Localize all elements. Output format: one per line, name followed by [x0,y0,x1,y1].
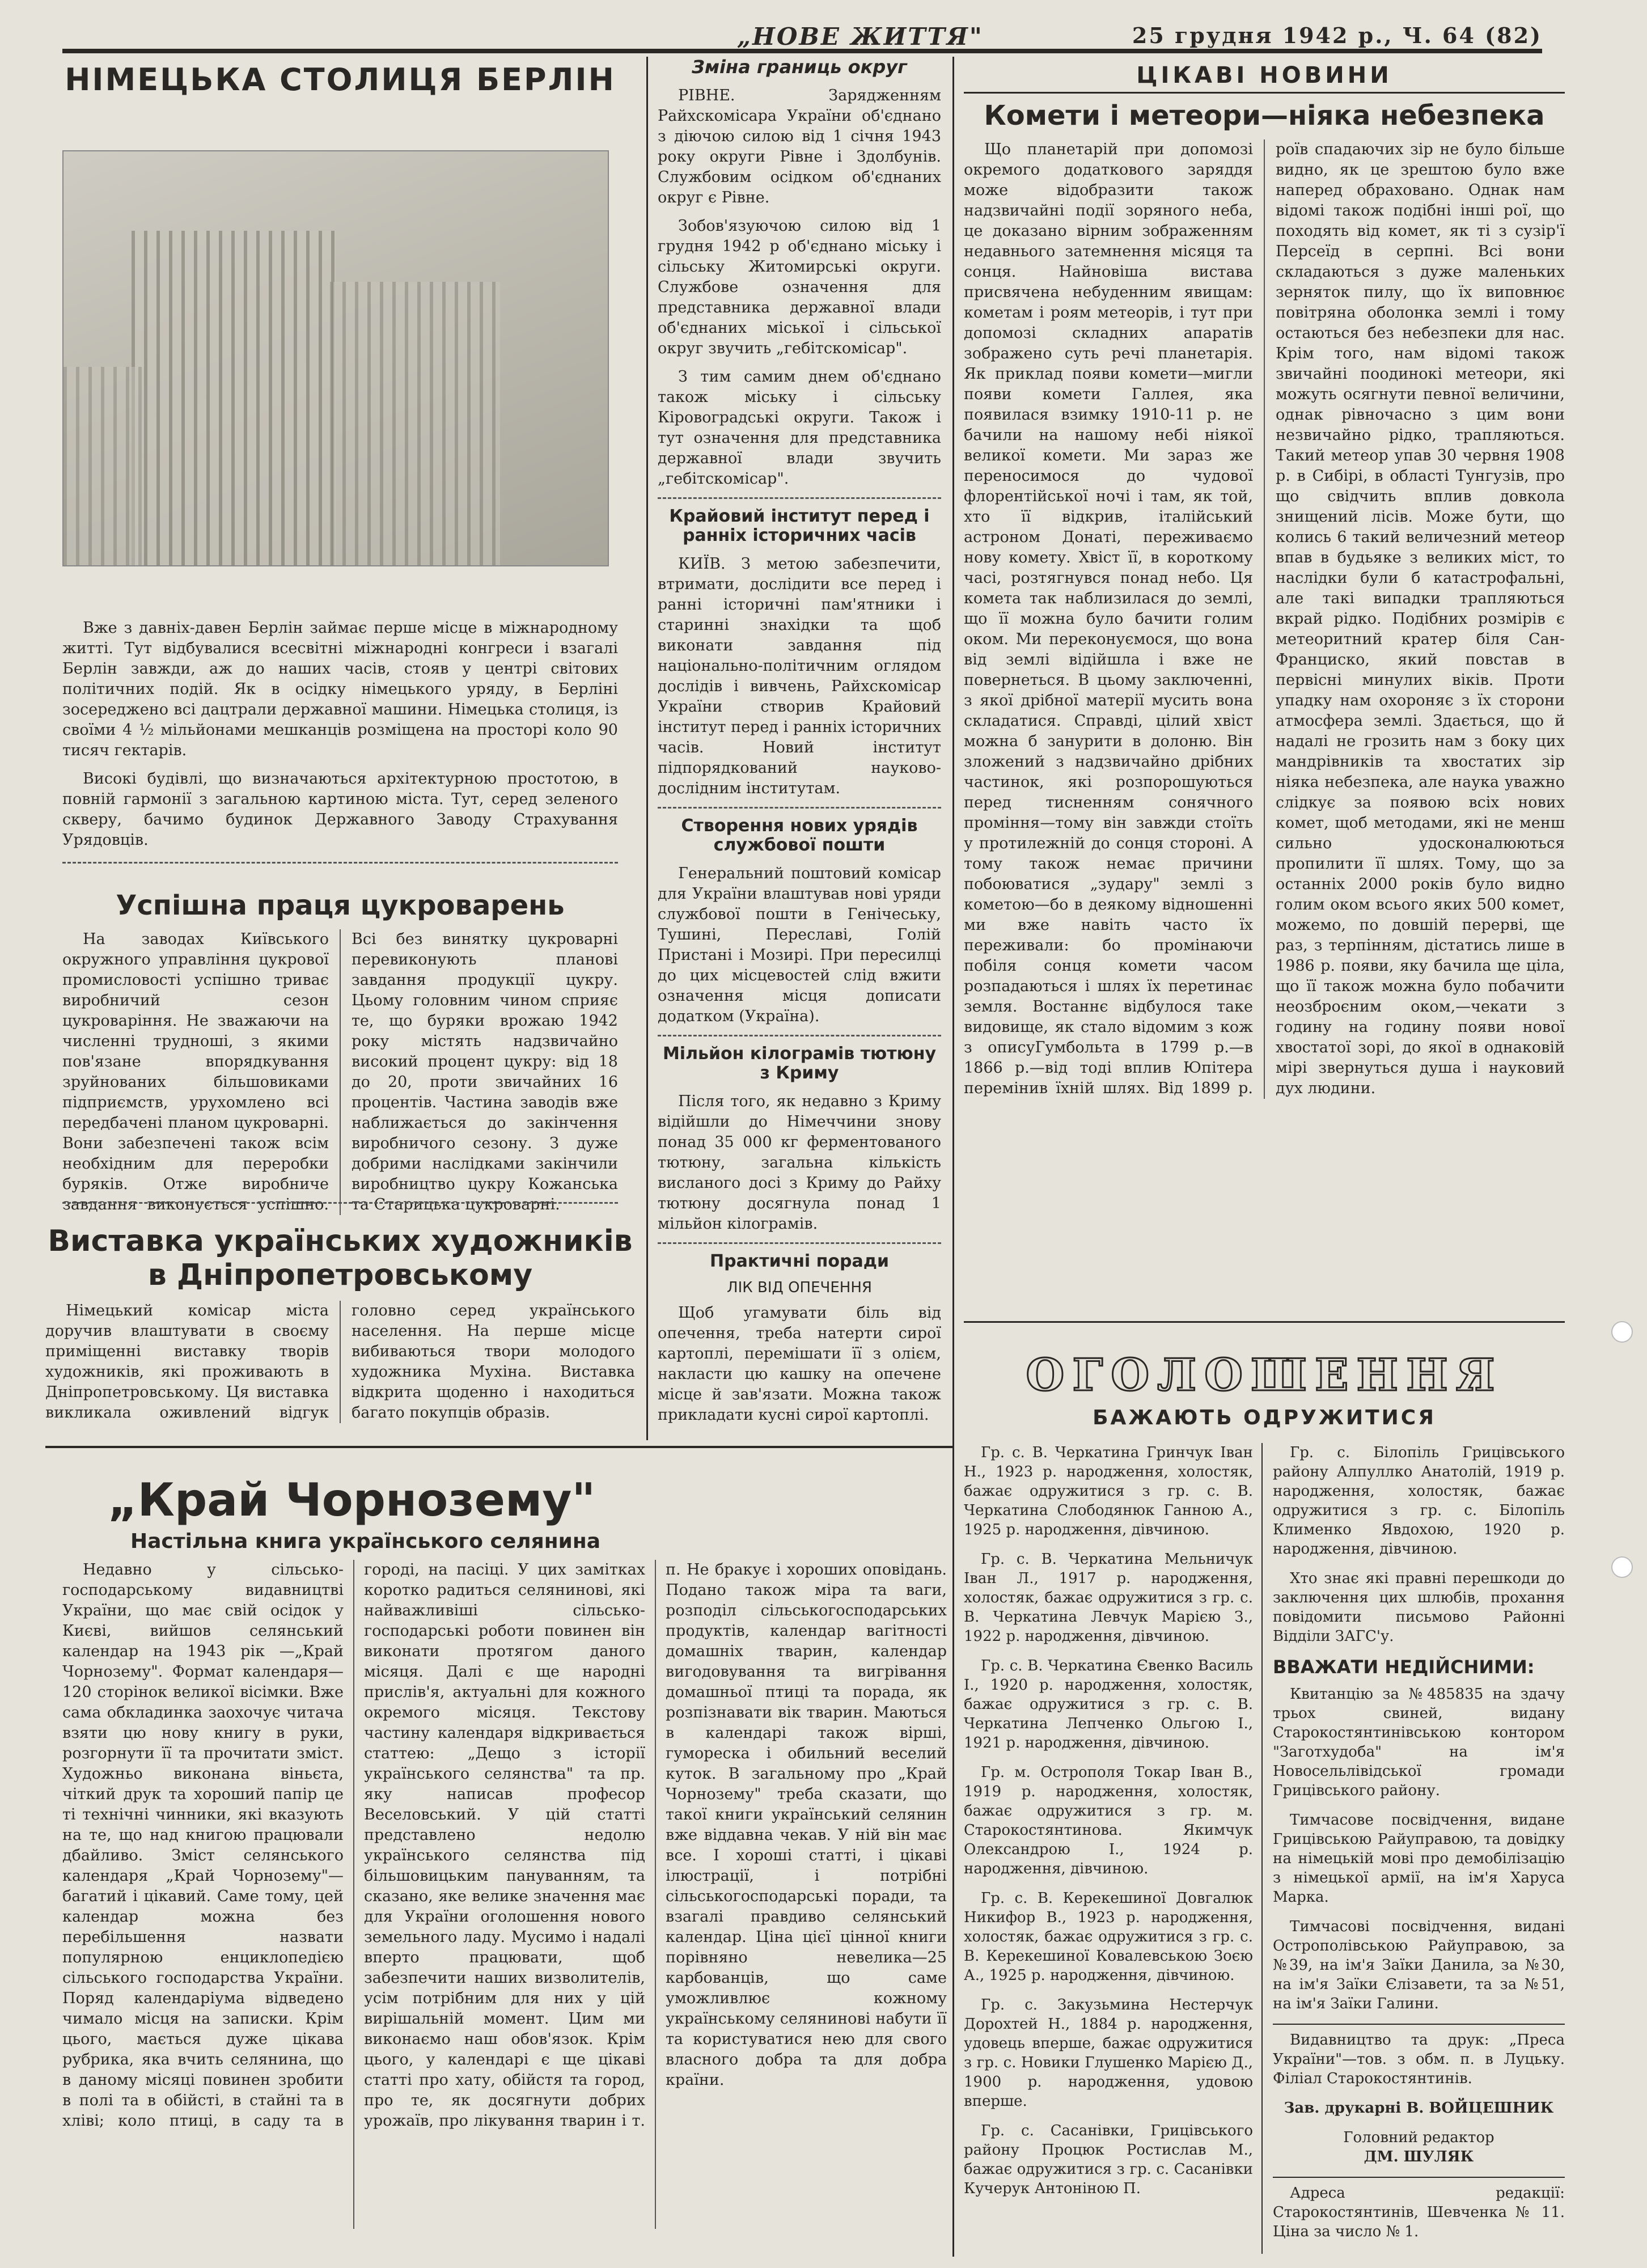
invalid-ad: Тимчасове посвідчення, видане Грицівською Райуправою, та довідку на німецькій мові про демобілізацію з німецької армії, на ім'я Харуса Марка. [1273,1812,1565,1906]
posta-text: Генеральний поштовий комісар для України влаштував нові уряди службової пошти в Генічеську, Тушині, Переславі, Голій Пристані і Мозирі. При пересилці до цих місцевостей слід вжити означення місця дописати додатком (Україна). [658,864,941,1025]
tobacco-title: Мільйон кілограмів тютюну з Криму [662,1043,937,1084]
ads-title: ОГОЛОШЕННЯ [1026,1349,1503,1401]
sugar-text: На заводах Київського окружного управління цукрової промисловості успішно триває виробничий сезон цукроваріння. Не зважаючи на численні трудноші, з якими пов'язане впорядкування зруйнованих більшовиками підприємств, урухомлено всі передбачені планом цукроварні. Вони забезпечені також всім необхідним для переробки буряків. Отже виробниче завдання виконується успішно. Всі без винятку цукроварні перевиконують планові завдання продукції цукру. Цьому головним чином сприяє те, що буряки врожаю 1942 року містять надзвичайно високий процент цукру: від 18 до 20, проти звичайних 16 процентів. Частина заводів вже наближається до закінчення виробничого сезону. З дуже добрими наслідками закінчили виробництво цукру Кожанська та Старицька цукроварні. [62,930,618,1214]
okrugy-p3: З тим самим днем об'єднано також міську і сільську Кіровоградські округи. Також і тут означення для представника державної влади звучить „гебітскомісар". [658,367,941,488]
sugar-article [62,890,618,1219]
column-rule [646,57,648,1440]
column-right-top [964,62,1565,1304]
divider [45,1446,952,1448]
divider [62,862,618,864]
divider [62,1202,618,1204]
institute-title: Крайовий інститут перед і ранніх історичних часів [669,506,930,546]
invalid-ad: Квитанцію за №485835 на здачу трьох свиней, видану Старокостянтинівською контором "Заготхудоба" на ім'я Новосельлівідської громади Грицівського району. [1273,1686,1565,1799]
marriage-ad: Гр. с. Закузьмина Нестерчук Дорохтей Н., 1884 р. народження, удовець вперше, бажає одружитися з гр. с. Новики Глушенко Марією Д., 1900 р. народження, удовою вперше. [964,1996,1253,2110]
editor-name: ДМ. ШУЛЯК [1364,2148,1474,2165]
tobacco-text: Після того, як недавно з Криму відійшли до Німеччини знову понад 35 000 кг ферментованого тютюну, загальна кількість висланого досі з Криму до Райху тютюну досягнула понад 1 мільйон кілограмів. [658,1092,941,1233]
okrugy-p1: РІВНЕ. Зарядженням Райхскомісара України об'єднано з діючою силою від 1 січня 1943 року округи Рівне і Здолбунів. Службовим осідком об'єднаних округ є Рівне. [658,86,941,206]
invalid-title: ВВАЖАТИ НЕДІЙСНИМИ: [1273,1656,1535,1678]
ads-left [964,1443,1253,2259]
masthead [62,17,1542,53]
ads-right [1273,1443,1565,2259]
krai-title: „Край Чорнозему" [108,1474,596,1526]
comets-text: Що планетарій при допомозі окремого додаткового заряддя може відобразити також надзвичайні події зоряного неба, це доказано вірним зображенням недавнього затемнення місяця та сонця. Найновіша вистава присвячена небуденним явищам: кометам і роям метеорів, і тут при допомозі складних апаратів зображено суть речі планетарія. Як приклад появи комети—мигли появи комети Галлея, яка появилася взимку 1910-11 р. не бачили на нашому небі ніякої великої комети. Ми зараз же переносимося до чудової флорентійської ночі і там, як той, хто її відкрив, італійський астроном Донаті, переживаємо нову комету. Хвіст її, в короткому часі, розтягнувся понад небо. Ця комета так наблизилася до землі, що її можна було бачити голим оком. Ми переконуємося, що вона від землі відійшла і вже не повернеться. В цьому заключенні, з якої дрібної матерії мусить вона складатися. Справді, цілий хвіст можна б занурити в долоню. Він зложений з надзвичайно дрібних частинок, які розпорошуються перед тисненням сонячного проміння—тому він завжди стоїть у протилежній до сонця стороні. А тому також немає причини побоюватися „зудару" землі з кометою—бо в деякому відношенні ми вже навіть часто їх переживали: бо промінаючи побіля сонця комети часом розпадаються і шлях їх перетинає земля. Востаннє відбулося таке видовище, як стало відомим з кож з описуГумбольта в 1799 р.—в 1866 р.—від тоді вплив Юпітера перемінив їхній шлях. Від 1899 р. роїв спадаючих зір не було більше видно, як це зрештою було вже наперед обраховано. Однак нам відомі також подібні інші рої, що походять від комет, як ті з сузір'ї Персеїд в серпні. Всі вони складаються з дуже маленьких зерняток пилу, що їх виповнює повітряна оболонка землі і тому остаються без небезпеки для нас. Крім того, нам відомі також звичайні поодинокі метеори, які можуть осягнути певної величини, однак рівночасно з цим вони незвичайно рідко, трапляються. Такий метеор упав 30 червня 1908 р. в Сибірі, в області Тунгузів, про що свідчить вплив довкола знищений лісів. Може бути, що колись 6 такий величезний метеор впав в будьяке з великих міст, то наслідки були б катастрофальні, але такі випадки трапляються вкрай рідко. Подібних розмірів є метеоритний кратер біля Сан-Франциско, який повстав в первісні минулих віків. Проти упадку нам охороняє з їх сторони атмосфера землі. Здається, що й надалі не грозить нам з боку цих мандрівників та хвостатих зір ніяка небезпека, але наука уважно слідкує за появою всіх нових комет, щоб методами, які не менш сильно удосконалюються пропилити її шлях. Тому, що за останніх 2000 років було видно голим оком всього яких 500 комет, можемо, по довшій перерві, ще раз, з терпінням, дістатись лише в 1986 р. появи, яку бачила ще ціла, що її також можна було побачити неозброєним оком,—чекати з годину на годину появи нової хвостатої зорі, до якої в однаковій мірі звернуться душа і науковий дух людини. [964,141,1565,1098]
marriage-ad: Гр. м. Острополя Токар Іван В., 1919 р. народження, холостяк, бажає одружитися з гр. м. Старокостянтинова. Якимчук Олександрою І., 1924 р. народження, дівчиною. [964,1764,1253,1877]
invalid-ad: Тимчасові посвідчення, видані Острополівською Райуправою, за №39, на ім'я Заїки Данила, за №30, на ім'я Заїки Єлізавети, та за №51, на ім'я Заїки Галини. [1273,1918,1565,2012]
marriage-ad: Гр. с. Сасанівки, Грицівського району Процюк Ростислав М., бажає одружитися з гр. с. Сасанівки Кучерук Антоніною П. [964,2122,1253,2197]
berlin-title: НІМЕЦЬКА СТОЛИЦЯ БЕРЛІН [65,62,616,98]
berlin-text [62,618,618,849]
marriage-ad: Гр. с. В. Черкатина Гринчук Іван Н., 1923 р. народження, холостяк, бажає одружитися з гр. с. В. Черкатина Слободянюк Ганною А., 1925 р. народження, дівчиною. [964,1444,1253,1538]
news-header: ЦІКАВІ НОВИНИ [964,62,1565,94]
comets-title: Комети і метеори—ніяка небезпека [984,100,1545,132]
issue-date: 25 грудня 1942 р., Ч. 64 (82) [1132,23,1542,48]
divider [964,1321,1565,1323]
marriage-ad: Гр. с. В. Черкатина Євенко Василь І., 1920 р. народження, холостяк, бажає одружитися з гр. с. В. Черкатина Лепченко Ольгою І., 1921 р. народження, дівчиною. [964,1657,1253,1751]
advice-text: Щоб угамувати біль від опечення, треба натерти сирої картоплі, перемішати її з олієм, накласти цю кашку на опечене місце й зав'язати. Можна також прикладати кусні сирої картоплі. [658,1304,941,1424]
berlin-photo [62,150,609,566]
krai-subtitle: Настільна книга українського селянина [130,1530,600,1553]
paper-name: „НОВЕ ЖИТТЯ" [737,23,984,50]
marriage-ad: Гр. с. В. Керекешиної Довгалюк Никифор В., 1923 р. народження, холостяк, бажає одружитися з гр. с. В. Керекешиної Ковалевською Зоєю А., 1925 р. народження, дівчиною. [964,1890,1253,1984]
marriage-ad: Гр. с. В. Черкатина Мельничук Іван Л., 1917 р. народження, холостяк, бажає одружитися з гр. с. В. Черкатина Левчук Марією З., 1922 р. народження, дівчиною. [964,1551,1253,1645]
editor-label: Головний редактор [1343,2129,1494,2146]
krai-article [62,1474,947,2262]
column-rule [1261,1443,1263,2254]
berlin-p1: Вже з давніх-давен Берлін займає перше місце в міжнародному житті. Тут відбувалися всесвітні міжнародні конгреси і взагалі Берлін завжди, аж до наших часів, стояв у центрі світових політичних подій. Як в осідку німецького уряду, в Берліні зосереджено всі дацтрали державної машини. Німецька столиця, із своїми 4 ½ мільйонами мешканців розміщена на просторі коло 90 тисяч гектарів. [62,619,618,759]
marriage-subtitle: БАЖАЮТЬ ОДРУЖИТИСЯ [1093,1406,1436,1429]
printer: Зав. друкарні В. ВОЙЦЕШНИК [1284,2100,1554,2117]
exhibit-title: Виставка українських художників в Дніпропетровському [48,1224,633,1292]
punch-hole [1611,1556,1633,1578]
krai-text: Недавно у сільсько-господарському видавництві України, що має свій осідок у Києві, вийшов селянський календар на 1943 рік —„Край Чорнозему". Формат календаря—120 сторінок великої вісімки. Вже сама обкладинка заохочує читача взяти цю нову книгу в руки, розгорнути її та прочитати зміст. Художньо виконана віньєта, чіткий друк та хороший папір це ті технічні чинники, які вказують на те, що над книгою працювали дбайливо. Зміст селянського календаря „Край Чорнозему"—багатий і цікавий. Саме тому, цей календар можна без перебільшення назвати популярною енциклопедією сільського господарства України. Поряд календаріума відведено чимало місця на записки. Крім цього, мається дуже цікава рубрика, яка вчить селянина, що в даному місяці повинен зробити в полі та в обійсті, в стайні та в хліві; коло птиці, в саду та в городі, на пасіці. У цих замітках коротко радиться селянинові, які найважливіші сільсько-господарські роботи повинен він виконати протягом даного місяця. Далі є ще народні прислів'я, актуальні для кожного окремого місяця. Текстову частину календаря відкривається статтею: „Дещо з історії українського селянства" та пр. яку написав професор Веселовський. У цій статті представлено недолю українського селянства під більшовицьким пануванням, та сказано, яке велике значення має для України оголошення нового земельного ладу. Мусимо і надалі вперто працювати, щоб забезпечити наших визволителів, усім потрібним для них у цій вирішальній момент. Цим ми виконаємо наш обов'язок. Крім цього, у календарі є ще цікаві статті про хату, обійстя та город, про те, як досягнути добрих урожаїв, про лікування тварин і т. п. Не бракує і хороших оповідань. Подано також міра та ваги, розподіл сільськогосподарських продуктів, календар вагітності домашніх тварин, календар вигодовування та вигрівання домашньої птиці та порада, як розпізнавати вік тварин. Маються в календарі також вірші, гумореска і обильний веселий куток. В загальному про „Край Чорнозему" треба сказати, що такої книги український селянин вже віддавна чекав. У ній він має все. І хороші статті, і цікаві ілюстрації, і потрібні сільськогосподарські поради, та взагалі правдиво селянський календар. Ціна цієї цінної книги порівняно невелика—25 карбованців, що саме уможливлює кожному українському селянинові набути її та користуватися нею для свого власного добра та для добра країни. [62,1561,947,2130]
publisher: Видавництво та друк: „Преса України"—тов. з обм. п. в Луцьку. Філіал Старокостянтинів. [1273,2032,1565,2087]
okrugy-title: Зміна границь округ [692,56,907,78]
exhibit-text: Німецький комісар міста доручив влаштувати в своєму приміщенні виставку творів художників, які проживають в Дніпропетровському. Ця виставка викликала оживлений відгук головно серед українського населення. На перше місце вибиваються твори молодого художника Мухіна. Виставка відкрита щоденно і находиться багато покупців образів. [45,1301,635,1421]
sugar-title: Успішна праця цукроварень [116,890,565,921]
institute-text: КИЇВ. З метою забезпечити, втримати, дослідити все перед і ранні історичні пам'ятники і старинні знахідки та щоб виконати завдання під національно-політичним оглядом дослідів і вивчень, Райхскомісар України створив Крайовий інститут перед і ранніх історичних часів. Новий інститут підпорядкований науково-дослідним інститутам. [658,555,941,797]
address: Адреса редакції: Старокостянтинів, Шевченка № 11. Ціна за число № 1. [1273,2185,1565,2240]
advice-title: Практичні поради [710,1251,889,1271]
okrugy-p2: Зобов'язуючою силою від 1 грудня 1942 р об'єднано міську і сільську Житомирські округи. Службове означення для представника державної влади об'єднаних міської і сільської округ звучить „гебітскомісар". [658,217,941,357]
marriage-ad: Гр. с. Білопіль Грицівського району Алпуллко Анатолій, 1919 р. народження, холостяк, бажає одружитися з гр. с. Білопіль Клименко Явдохою, 1920 р. народження, дівчиною. [1273,1444,1565,1558]
marriage-note: Хто знає які правні перешкоди до заключення цих шлюбів, прохання повідомити письмово Районні Відділи ЗАГС'у. [1273,1570,1565,1645]
advice-subtitle: ЛІК ВІД ОПЕЧЕННЯ [727,1279,872,1297]
exhibit-article [45,1225,635,1440]
posta-title: Створення нових урядів службової пошти [681,815,918,856]
column-middle [658,57,941,1440]
punch-hole [1611,1321,1633,1343]
column-rule [952,57,954,2257]
berlin-p2: Високі будівлі, що визначаються архітектурною простотою, в повній гармонії з загальною картиною міста. Тут, серед зеленого скверу, бачимо будинок Державного Заводу Страхування Урядовців. [62,770,618,849]
